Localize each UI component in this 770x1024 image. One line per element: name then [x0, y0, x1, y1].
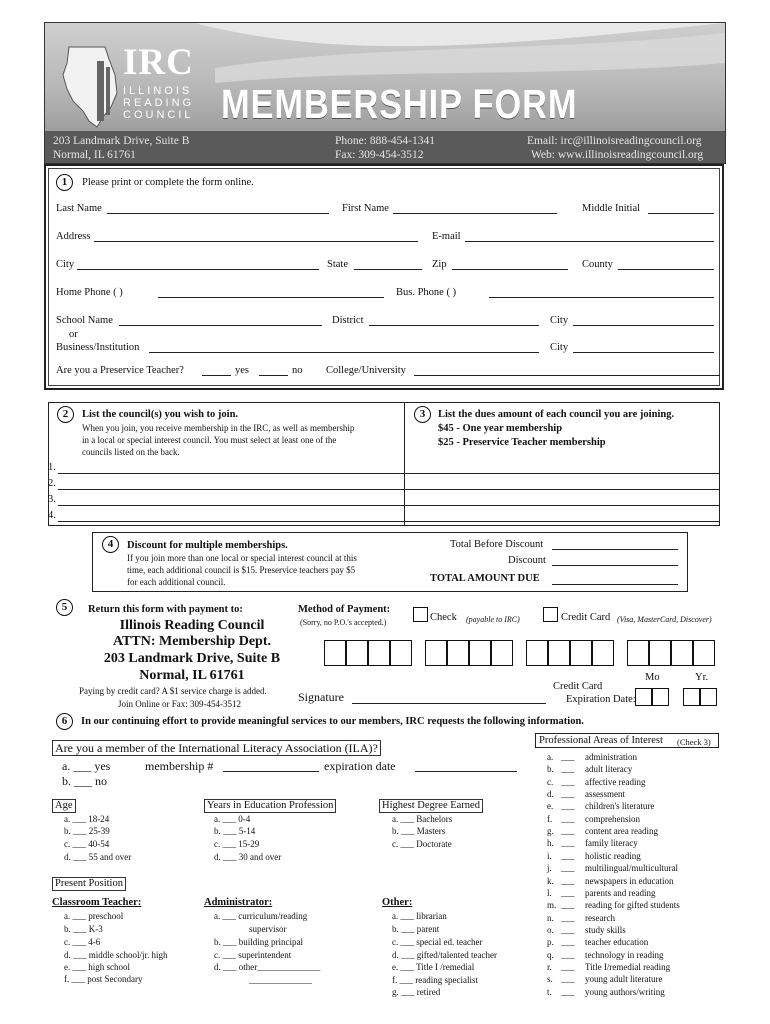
pro-interest-letter: j.	[547, 863, 552, 874]
pro-interest-blank[interactable]: ___	[561, 838, 575, 849]
pro-interest-blank[interactable]: ___	[561, 887, 575, 898]
business-field[interactable]	[149, 352, 539, 353]
classroom-option[interactable]: f. ___ post Secondary	[64, 974, 143, 984]
council-line-1[interactable]	[58, 473, 720, 474]
county-label: County	[582, 259, 613, 270]
expiration-field[interactable]	[415, 771, 517, 772]
other-option[interactable]: b. ___ parent	[392, 924, 440, 934]
pro-interest-blank[interactable]: ___	[561, 789, 575, 800]
return-address-2: ATTN: Membership Dept.	[112, 634, 271, 649]
age-option[interactable]: a. ___ 18-24	[64, 814, 110, 824]
pro-interest-label: parents and reading	[585, 887, 656, 898]
membership-number-field[interactable]	[223, 771, 319, 772]
card-digit[interactable]	[491, 640, 513, 666]
pro-interest-label: adult literacy	[585, 764, 633, 775]
pro-interest-letter: k.	[547, 875, 554, 886]
exp-year-digit[interactable]	[683, 688, 700, 706]
credit-card-label: Credit Card	[561, 612, 611, 623]
logo-irc: IRC	[123, 42, 194, 83]
pro-interest-label: technology in reading	[585, 949, 664, 960]
preservice-label: Are you a Preservice Teacher?	[56, 365, 184, 376]
membership-number-label: membership #	[145, 759, 214, 773]
first-name-label: First Name	[342, 203, 389, 214]
web: Web: www.illinoisreadingcouncil.org	[531, 149, 704, 161]
admin-option-cont: supervisor	[249, 924, 287, 934]
email: Email: irc@illinoisreadingcouncil.org	[527, 135, 702, 147]
card-digit[interactable]	[671, 640, 693, 666]
total-before-field[interactable]	[552, 549, 678, 550]
section23-divider	[404, 402, 405, 526]
pro-interest-letter: m.	[547, 900, 557, 911]
council-line-2[interactable]	[58, 489, 720, 490]
admin-option[interactable]: c. ___ superintendent	[214, 950, 292, 960]
return-label: Return this form with payment to:	[88, 604, 243, 615]
business-city-label: City	[550, 342, 569, 353]
admin-option[interactable]: a. ___ curriculum/reading	[214, 911, 308, 921]
card-digit[interactable]	[548, 640, 570, 666]
other-option[interactable]: d. ___ gifted/talented teacher	[392, 950, 497, 960]
pro-interest-blank[interactable]: ___	[561, 875, 575, 886]
s3-line1: $45 - One year membership	[438, 423, 563, 434]
other-option[interactable]: g. ___ retired	[392, 987, 441, 997]
pro-interest-label: newspapers in education	[585, 875, 674, 886]
check-note: (payable to IRC)	[466, 615, 520, 624]
step3-badge: 3	[414, 406, 431, 423]
pro-interest-blank[interactable]: ___	[561, 949, 575, 960]
degree-option[interactable]: b. ___ Masters	[392, 826, 446, 836]
address-line1: 203 Landmark Drive, Suite B	[53, 135, 190, 147]
pro-interest-letter: i.	[547, 850, 552, 861]
card-digit[interactable]	[570, 640, 592, 666]
s4-title: Discount for multiple memberships.	[127, 540, 288, 551]
home-phone-label: Home Phone ( )	[56, 287, 123, 298]
address-line2: Normal, IL 61761	[53, 149, 136, 161]
logo-word-council: COUNCIL	[123, 109, 194, 121]
college-label: College/University	[326, 365, 406, 376]
classroom-option[interactable]: a. ___ preschool	[64, 911, 124, 921]
pro-interest-item[interactable]	[547, 851, 641, 862]
pro-interest-blank[interactable]: ___	[561, 801, 575, 812]
pro-interest-item[interactable]	[547, 913, 615, 924]
bus-phone-field[interactable]	[489, 297, 714, 298]
pro-interest-item[interactable]	[547, 937, 648, 948]
last-name-label: Last Name	[56, 203, 102, 214]
pro-interest-letter: c.	[547, 776, 554, 787]
pro-interest-blank[interactable]: ___	[561, 986, 575, 997]
pro-interest-label: multilingual/multicultural	[585, 863, 678, 874]
classroom-option[interactable]: c. ___ 4-6	[64, 937, 101, 947]
first-name-field[interactable]	[393, 213, 557, 214]
credit-card-checkbox[interactable]	[543, 607, 558, 622]
other-option[interactable]: e. ___ Title I /remedial	[392, 962, 475, 972]
pro-interest-label: administration	[585, 752, 637, 762]
card-digit[interactable]	[469, 640, 491, 666]
ila-no[interactable]: b. ___ no	[62, 774, 107, 788]
s2-title: List the council(s) you wish to join.	[82, 409, 239, 420]
exp-year-label: Yr.	[695, 672, 709, 683]
business-label: Business/Institution	[56, 342, 140, 353]
pro-interest-item[interactable]	[547, 789, 625, 800]
district-label: District	[332, 315, 364, 326]
return-address-4: Normal, IL 61761	[139, 668, 245, 683]
degree-title: Highest Degree Earned	[379, 799, 483, 813]
other-option[interactable]: c. ___ special ed. teacher	[392, 937, 483, 947]
signature-label: Signature	[298, 690, 344, 704]
years-option[interactable]: b. ___ 5-14	[214, 826, 256, 836]
step2-badge: 2	[57, 406, 74, 423]
age-option[interactable]: c. ___ 40-54	[64, 839, 110, 849]
pro-interest-item[interactable]	[547, 925, 626, 936]
contact-strip	[45, 131, 725, 163]
position-title: Present Position	[52, 877, 126, 891]
return-address-3: 203 Landmark Drive, Suite B	[103, 651, 281, 666]
pro-interest-blank[interactable]: ___	[561, 850, 575, 861]
county-field[interactable]	[618, 269, 714, 270]
expiration-label: expiration date	[324, 759, 396, 773]
s4-desc2: time, each additional council is $15. Preservice teachers pay $5	[127, 565, 356, 575]
step6-badge: 6	[56, 713, 73, 730]
logo-word-reading: READING	[123, 97, 195, 109]
pro-interest-letter: q.	[547, 949, 554, 960]
logo-word-illinois: ILLINOIS	[123, 85, 193, 97]
pro-interest-letter: o.	[547, 924, 554, 935]
s3-title: List the dues amount of each council you are joining.	[438, 409, 675, 420]
address-label: Address	[56, 231, 91, 242]
pro-interest-letter: n.	[547, 912, 554, 923]
state-field[interactable]	[354, 269, 422, 270]
method-label: Method of Payment:	[298, 604, 391, 615]
pro-interest-item[interactable]	[547, 950, 663, 961]
card-digit[interactable]	[592, 640, 614, 666]
ila-yes[interactable]: a. ___ yes	[62, 759, 111, 773]
city-field[interactable]	[77, 269, 319, 270]
header-banner	[44, 22, 726, 164]
card-digit[interactable]	[368, 640, 390, 666]
school-name-field[interactable]	[119, 325, 322, 326]
phone: Phone: 888-454-1341	[335, 135, 435, 147]
preservice-no-label: no	[292, 365, 303, 376]
years-option[interactable]: d. ___ 30 and over	[214, 852, 282, 862]
pro-title: Professional Areas of Interest	[539, 735, 663, 746]
years-option[interactable]: c. ___ 15-29	[214, 839, 260, 849]
age-option[interactable]: b. ___ 25-39	[64, 826, 110, 836]
pro-interest-blank[interactable]: ___	[561, 961, 575, 972]
pro-interest-item[interactable]	[547, 777, 646, 788]
exp-month-digit[interactable]	[652, 688, 669, 706]
middle-initial-field[interactable]	[648, 213, 714, 214]
admin-option[interactable]: d. ___ other______________	[214, 962, 321, 972]
card-digit[interactable]	[324, 640, 346, 666]
years-option[interactable]: a. ___ 0-4	[214, 814, 251, 824]
school-city-field[interactable]	[573, 325, 714, 326]
preservice-yes-label: yes	[235, 365, 249, 376]
council-line-label-1: 1.	[48, 462, 56, 473]
pro-interest-blank[interactable]: ___	[561, 974, 575, 985]
s4-desc1: If you join more than one local or special interest council at this	[127, 553, 357, 563]
bus-phone-label: Bus. Phone ( )	[396, 287, 457, 298]
exp-month-digit[interactable]	[635, 688, 652, 706]
total-due-label: TOTAL AMOUNT DUE	[430, 573, 540, 584]
section1-inner	[48, 168, 720, 386]
s3-line2: $25 - Preservice Teacher membership	[438, 437, 606, 448]
s6-title: In our continuing effort to provide meaningful services to our members, IRC requests the following information.	[81, 716, 584, 727]
pro-interest-item[interactable]	[547, 838, 638, 849]
state-label: State	[327, 259, 348, 270]
card-digit[interactable]	[693, 640, 715, 666]
check-checkbox[interactable]	[413, 607, 428, 622]
card-digit[interactable]	[526, 640, 548, 666]
pro-interest-label: Title I/remedial reading	[585, 961, 671, 972]
pro-interest-label: affective reading	[585, 776, 646, 787]
exp-year-digit[interactable]	[700, 688, 717, 706]
classroom-title: Classroom Teacher:	[52, 897, 142, 908]
council-line-label-2: 2.	[48, 478, 56, 489]
s2-desc3: councils listed on the back.	[82, 447, 180, 457]
pro-interest-item[interactable]	[547, 900, 680, 911]
step4-badge: 4	[102, 536, 119, 553]
age-option[interactable]: d. ___ 55 and over	[64, 852, 132, 862]
school-city-label: City	[550, 315, 569, 326]
pro-interest-item[interactable]	[547, 863, 678, 874]
pro-check-note: (Check 3)	[677, 737, 711, 747]
degree-option[interactable]: c. ___ Doctorate	[392, 839, 452, 849]
pro-interest-item[interactable]	[547, 801, 654, 812]
no-po-note: (Sorry, no P.O.'s accepted.)	[300, 618, 387, 627]
pro-interest-label: young adult literature	[585, 974, 663, 985]
school-name-label: School Name	[56, 315, 113, 326]
pro-interest-letter: f.	[547, 813, 553, 824]
s1-intro: Please print or complete the form online.	[82, 177, 254, 188]
pro-interest-item[interactable]	[547, 962, 670, 973]
pro-interest-blank[interactable]: ___	[561, 924, 575, 935]
pro-interest-letter: e.	[547, 801, 554, 812]
return-address-1: Illinois Reading Council	[119, 618, 265, 633]
pro-interest-blank[interactable]: ___	[561, 937, 575, 948]
pro-interest-label: teacher education	[585, 937, 649, 948]
s2-desc2: in a local or special interest council. You must select at least one of the	[82, 435, 337, 445]
pro-interest-label: assessment	[585, 789, 625, 800]
pro-interest-label: content area reading	[585, 826, 658, 837]
pro-interest-blank[interactable]: ___	[561, 912, 575, 923]
last-name-field[interactable]	[107, 213, 329, 214]
exp-month-label: Mo	[645, 672, 660, 683]
cc-expiration-label1: Credit Card	[553, 681, 603, 692]
admin-other-line[interactable]: ______________	[249, 975, 312, 985]
years-title: Years in Education Profession	[204, 799, 336, 813]
illinois-state-logo	[59, 45, 121, 129]
email-label: E-mail	[432, 231, 461, 242]
card-digit[interactable]	[649, 640, 671, 666]
other-option[interactable]: f. ___ reading specialist	[392, 975, 478, 985]
card-digit[interactable]	[346, 640, 368, 666]
signature-field[interactable]	[352, 703, 546, 704]
pro-interest-item[interactable]	[547, 987, 665, 998]
pro-interest-letter: h.	[547, 838, 554, 849]
card-digit[interactable]	[390, 640, 412, 666]
pro-interest-letter: g.	[547, 826, 554, 837]
pro-interest-label: young authors/writing	[585, 986, 665, 997]
check-label: Check	[430, 612, 457, 623]
email-field[interactable]	[465, 241, 714, 242]
total-before-label: Total Before Discount	[450, 539, 544, 550]
pro-interest-blank[interactable]: ___	[561, 813, 575, 824]
pro-interest-item[interactable]	[547, 876, 673, 887]
cc-expiration-label2: Expiration Date:	[566, 694, 636, 705]
pro-interest-blank[interactable]: ___	[561, 863, 575, 874]
fax: Fax: 309-454-3512	[335, 149, 424, 161]
pro-interest-label: holistic reading	[585, 850, 641, 861]
step5-badge: 5	[56, 599, 73, 616]
pro-interest-blank[interactable]: ___	[561, 900, 575, 911]
s4-desc3: for each additional council.	[127, 577, 226, 587]
middle-initial-label: Middle Initial	[582, 203, 641, 214]
preservice-no-field[interactable]	[259, 375, 288, 376]
pro-interest-item[interactable]	[547, 752, 637, 763]
pro-interest-letter: p.	[547, 937, 554, 948]
pro-interest-item[interactable]	[547, 764, 632, 775]
pro-interest-label: family literacy	[585, 838, 638, 849]
council-line-4[interactable]	[58, 521, 720, 522]
card-digit[interactable]	[447, 640, 469, 666]
classroom-option[interactable]: b. ___ K-3	[64, 924, 103, 934]
or-label: or	[69, 329, 78, 340]
fee-note: Paying by credit card? A $1 service charge is added.	[79, 686, 267, 696]
pro-interest-letter: s.	[547, 974, 553, 985]
card-digit[interactable]	[627, 640, 649, 666]
s2-desc1: When you join, you receive membership in the IRC, as well as membership	[82, 423, 355, 433]
zip-field[interactable]	[452, 269, 568, 270]
council-line-3[interactable]	[58, 505, 720, 506]
pro-interest-blank[interactable]: ___	[561, 826, 575, 837]
discount-field[interactable]	[552, 565, 678, 566]
total-due-field[interactable]	[552, 584, 678, 585]
admin-option[interactable]: b. ___ building principal	[214, 937, 303, 947]
classroom-option[interactable]: e. ___ high school	[64, 962, 130, 972]
address-field[interactable]	[94, 241, 418, 242]
logo-org-name	[123, 85, 194, 121]
pro-interest-letter: a.	[547, 752, 554, 762]
pro-interest-item[interactable]	[547, 814, 640, 825]
admin-title: Administrator:	[204, 897, 273, 908]
card-digit[interactable]	[425, 640, 447, 666]
pro-interest-label: comprehension	[585, 813, 640, 824]
pro-interest-letter: d.	[547, 789, 554, 800]
business-city-field[interactable]	[573, 352, 714, 353]
city-label: City	[56, 259, 75, 270]
district-field[interactable]	[369, 325, 539, 326]
pro-interest-letter: t.	[547, 986, 552, 997]
step1-badge: 1	[56, 174, 73, 191]
pro-interest-letter: l.	[547, 887, 552, 898]
classroom-option[interactable]: d. ___ middle school/jr. high	[64, 950, 168, 960]
discount-label: Discount	[508, 555, 546, 566]
council-line-label-4: 4.	[48, 510, 56, 521]
home-phone-field[interactable]	[158, 297, 384, 298]
pro-interest-letter: b.	[547, 764, 554, 775]
credit-card-note: (Visa, MasterCard, Discover)	[617, 615, 712, 624]
form-title: MEMBERSHIP FORM	[221, 81, 578, 127]
pro-interest-item[interactable]	[547, 826, 658, 837]
ila-question: Are you a member of the International Literacy Association (ILA)?	[52, 740, 381, 756]
age-title: Age	[52, 799, 76, 813]
zip-label: Zip	[432, 259, 447, 270]
other-title: Other:	[382, 897, 413, 908]
pro-interest-blank[interactable]: ___	[561, 752, 575, 762]
other-option[interactable]: a. ___ librarian	[392, 911, 447, 921]
pro-interest-label: study skills	[585, 924, 626, 935]
pro-interest-blank[interactable]: ___	[561, 764, 575, 775]
pro-interest-label: reading for gifted students	[585, 900, 680, 911]
pro-interest-letter: r.	[547, 961, 552, 972]
join-online: Join Online or Fax: 309-454-3512	[118, 699, 241, 709]
pro-interest-blank[interactable]: ___	[561, 776, 575, 787]
college-field[interactable]	[414, 375, 720, 376]
preservice-yes-field[interactable]	[202, 375, 231, 376]
degree-option[interactable]: a. ___ Bachelors	[392, 814, 453, 824]
council-line-label-3: 3.	[48, 494, 56, 505]
pro-interest-item[interactable]	[547, 888, 655, 899]
pro-interest-item[interactable]	[547, 974, 662, 985]
pro-interest-label: children's literature	[585, 801, 655, 812]
pro-interest-label: research	[585, 912, 615, 923]
